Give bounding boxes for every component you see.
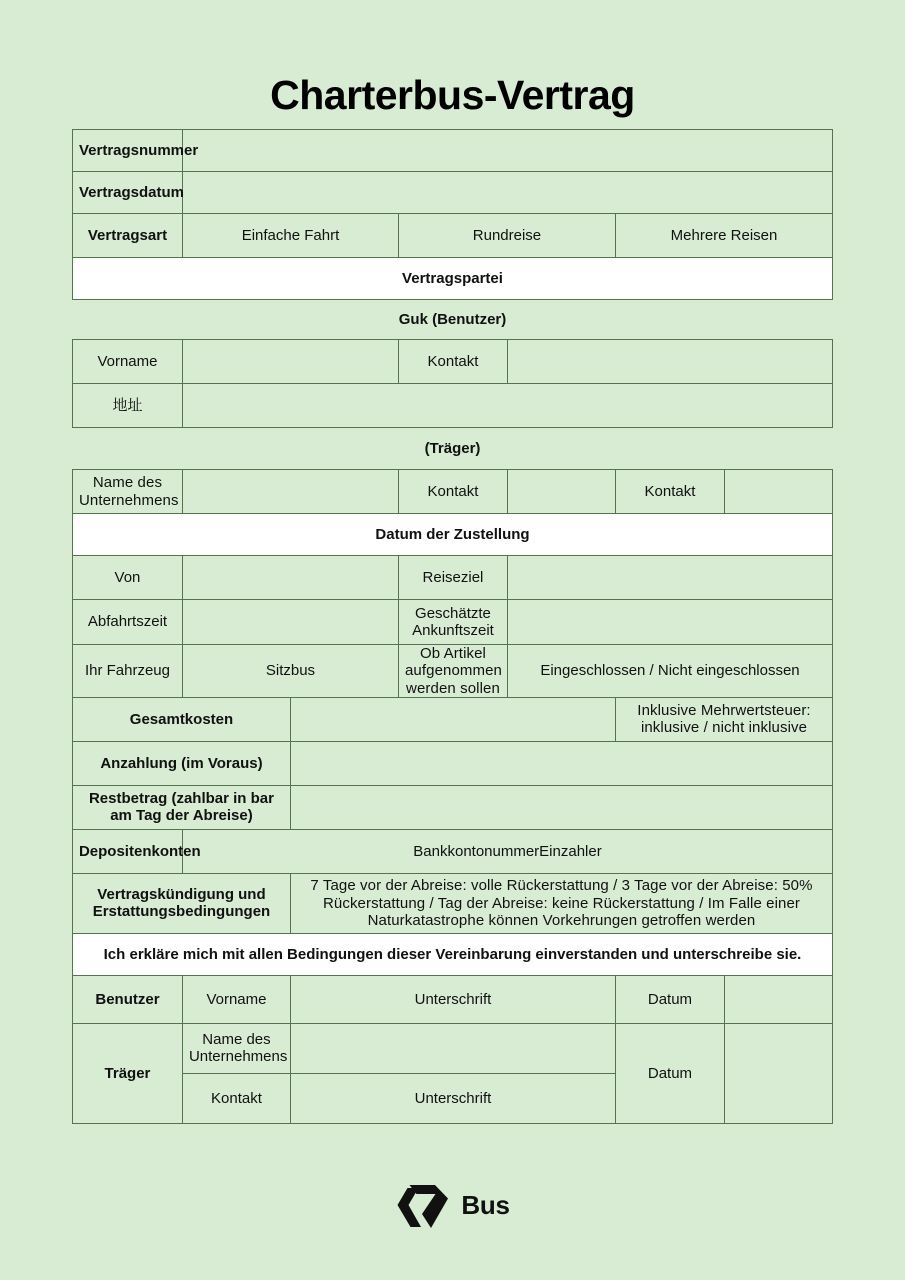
label-signature-carrier-date: Datum — [615, 1023, 724, 1123]
label-departure-time: Abfahrtszeit — [72, 600, 182, 645]
field-contract-number[interactable] — [182, 130, 832, 172]
section-header-user: Guk (Benutzer) — [72, 300, 832, 340]
label-destination: Reiseziel — [398, 556, 507, 600]
field-user-first-name[interactable] — [182, 340, 398, 384]
label-signature-user-signature[interactable]: Unterschrift — [290, 975, 615, 1023]
label-contract-number: Vertragsnummer — [72, 130, 182, 172]
contract-form-table — [72, 129, 833, 1124]
row-vehicle — [72, 645, 832, 698]
field-deposit-advance[interactable] — [290, 741, 832, 785]
label-deposit-accounts: Depositenkonten — [72, 829, 182, 873]
field-departure-time[interactable] — [182, 600, 398, 645]
label-signature-user-name: Vorname — [182, 975, 290, 1023]
label-signature-carrier-signature[interactable]: Unterschrift — [290, 1073, 615, 1123]
row-from-destination — [72, 556, 832, 600]
label-user-contact: Kontakt — [398, 340, 507, 384]
label-items-included-note: Ob Artikel aufgenommen werden sollen — [398, 645, 507, 698]
row-departure-arrival — [72, 600, 832, 645]
row-signature-user — [72, 975, 832, 1023]
row-deposit — [72, 741, 832, 785]
field-from[interactable] — [182, 556, 398, 600]
value-vehicle-type[interactable]: Sitzbus — [182, 645, 398, 698]
option-one-way[interactable]: Einfache Fahrt — [182, 214, 398, 258]
label-signature-carrier-contact: Kontakt — [182, 1073, 290, 1123]
field-signature-carrier-date[interactable] — [724, 1023, 832, 1123]
label-balance-due: Restbetrag (zahlbar in bar am Tag der Abreise) — [72, 785, 290, 829]
row-user-name-contact — [72, 340, 832, 384]
row-contract-type — [72, 214, 832, 258]
note-vat: Inklusive Mehrwertsteuer: inklusive / nicht inklusive — [615, 697, 832, 741]
label-carrier-company-name: Name des Unternehmens — [72, 470, 182, 514]
row-cancellation-terms — [72, 873, 832, 933]
label-estimated-arrival: Geschätzte Ankunftszeit — [398, 600, 507, 645]
field-user-address[interactable] — [182, 384, 832, 428]
label-from: Von — [72, 556, 182, 600]
bus-brand-logo-icon — [395, 1178, 453, 1232]
row-contract-date — [72, 172, 832, 214]
row-parties-banner — [72, 258, 832, 300]
field-contract-date[interactable] — [182, 172, 832, 214]
field-signature-carrier-company[interactable] — [290, 1023, 615, 1073]
row-delivery-banner — [72, 514, 832, 556]
text-cancellation-terms: 7 Tage vor der Abreise: volle Rückerstattung / 3 Tage vor der Abreise: 50% Rückerstattung / Tag der Abreise: keine Rückerstattung / Im Falle einer Naturkatastrophe können Vorkehrungen getroffen werden — [290, 873, 832, 933]
row-carrier-section-header — [72, 428, 832, 470]
label-cancellation-terms: Vertragskündigung und Erstattungsbedingungen — [72, 873, 290, 933]
row-contract-number — [72, 130, 832, 172]
footer-brand — [0, 1178, 905, 1232]
row-balance — [72, 785, 832, 829]
field-destination[interactable] — [507, 556, 832, 600]
label-carrier-contact-1: Kontakt — [398, 470, 507, 514]
banner-contract-parties: Vertragspartei — [72, 258, 832, 300]
field-total-cost[interactable] — [290, 697, 615, 741]
label-signature-carrier: Träger — [72, 1023, 182, 1123]
field-carrier-contact-2[interactable] — [724, 470, 832, 514]
field-estimated-arrival[interactable] — [507, 600, 832, 645]
field-user-contact[interactable] — [507, 340, 832, 384]
label-total-cost: Gesamtkosten — [72, 697, 290, 741]
banner-delivery-date: Datum der Zustellung — [72, 514, 832, 556]
label-carrier-contact-2: Kontakt — [615, 470, 724, 514]
field-carrier-company-name[interactable] — [182, 470, 398, 514]
field-carrier-contact-1[interactable] — [507, 470, 615, 514]
option-multiple-trips[interactable]: Mehrere Reisen — [615, 214, 832, 258]
label-user-first-name: Vorname — [72, 340, 182, 384]
value-deposit-accounts[interactable]: BankkontonummerEinzahler — [182, 829, 832, 873]
label-contract-date: Vertragsdatum — [72, 172, 182, 214]
row-total-cost — [72, 697, 832, 741]
label-deposit-advance: Anzahlung (im Voraus) — [72, 741, 290, 785]
banner-declaration: Ich erkläre mich mit allen Bedingungen dieser Vereinbarung einverstanden und unterschreibe sie. — [72, 933, 832, 975]
label-vehicle: Ihr Fahrzeug — [72, 645, 182, 698]
row-signature-carrier-company — [72, 1023, 832, 1073]
label-signature-user-date: Datum — [615, 975, 724, 1023]
row-declaration-banner — [72, 933, 832, 975]
page-title: Charterbus-Vertrag — [270, 72, 635, 118]
label-signature-carrier-company: Name des Unternehmens — [182, 1023, 290, 1073]
brand-name: Bus — [461, 1189, 510, 1220]
row-user-section-header — [72, 300, 832, 340]
label-contract-type: Vertragsart — [72, 214, 182, 258]
option-round-trip[interactable]: Rundreise — [398, 214, 615, 258]
field-signature-user-date[interactable] — [724, 975, 832, 1023]
field-balance-due[interactable] — [290, 785, 832, 829]
option-items-included[interactable]: Eingeschlossen / Nicht eingeschlossen — [507, 645, 832, 698]
label-user-address: 地址 — [72, 384, 182, 428]
label-signature-user: Benutzer — [72, 975, 182, 1023]
row-deposit-accounts — [72, 829, 832, 873]
row-user-address — [72, 384, 832, 428]
section-header-carrier: (Träger) — [72, 428, 832, 470]
row-carrier-company-contacts — [72, 470, 832, 514]
